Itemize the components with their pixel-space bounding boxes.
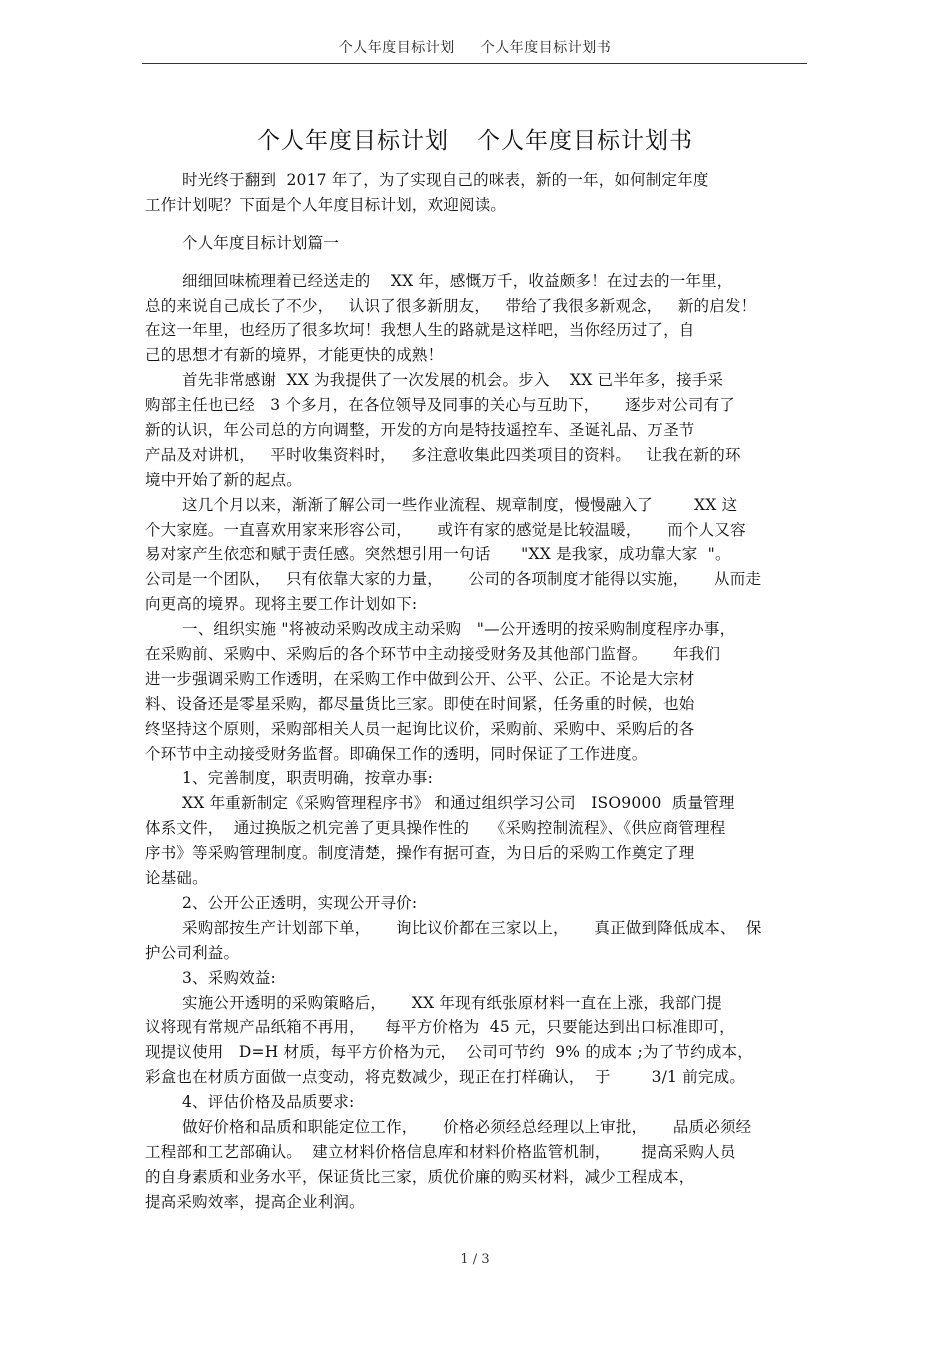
text-line: 2、公开公正透明，实现公开寻价: — [182, 893, 418, 912]
text-line: 1、完善制度，职责明确，按章办事: — [182, 769, 433, 788]
text-line: 在这一年里，也经历了很多坎坷！我想人生的路就是这样吧，当你经历过了，自 — [145, 321, 695, 340]
text-line: 采购部按生产计划部下单， 询比议价都在三家以上， 真正做到降低成本、 保 — [182, 918, 762, 937]
document-body — [145, 168, 810, 1215]
text-line: 易对家产生依恋和赋于责任感。突然想引用一句话 "XX 是我家，成功靠大家 "。 — [145, 545, 731, 564]
text-line: 购部主任也已经 3 个多月，在各位领导及同事的关心与互助下， 逐步对公司有了 — [145, 396, 736, 415]
text-line: 首先非常感谢 XX 为我提供了一次发展的机会。步入 XX 已半年多，接手采 — [182, 371, 724, 390]
text-line: 现提议使用 D=H 材质，每平方价格为元， 公司可节约 9% 的成本 ;为了节约成本， — [145, 1043, 753, 1062]
text-line: 护公司利益。 — [145, 943, 240, 962]
text-line: 3、采购效益: — [182, 968, 276, 987]
text-line: 公司是一个团队， 只有依靠大家的力量， 公司的各项制度才能得以实施， 从而走 — [145, 570, 762, 589]
text-line: 工作计划呢？下面是个人年度目标计划，欢迎阅读。 — [145, 195, 507, 214]
text-line: 料、设备还是零星采购，都尽量货比三家。即使在时间紧，任务重的时候，也始 — [145, 694, 695, 713]
text-line: 产品及对讲机， 平时收集资料时， 多注意收集此四类项目的资料。 让我在新的环 — [145, 445, 741, 464]
text-line: 己的思想才有新的境界，才能更快的成熟！ — [145, 346, 444, 365]
header-divider — [142, 63, 807, 64]
text-line: 这几个月以来，渐渐了解公司一些作业流程、规章制度，慢慢融入了 XX 这 — [182, 495, 738, 514]
text-line: 进一步强调采购工作透明，在采购工作中做到公开、公平、公正。不论是大宗材 — [145, 669, 695, 688]
text-line: XX 年重新制定《采购管理程序书》 和通过组织学习公司 ISO9000 质量管理 — [182, 794, 735, 813]
text-line: 提高采购效率，提高企业利润。 — [145, 1192, 365, 1211]
text-line: 时光终于翻到 2017 年了，为了实现自己的咪表，新的一年，如何制定年度 — [182, 171, 709, 189]
text-line: 一、组织实施 "将被动采购改成主动采购 "—公开透明的按采购制度程序办事， — [182, 620, 736, 639]
text-line: 做好价格和品质和职能定位工作， 价格必须经总经理以上审批， 品质必须经 — [182, 1117, 752, 1136]
text-line: 4、评估价格及品质要求: — [182, 1093, 355, 1112]
text-line: 在采购前、采购中、采购后的各个环节中主动接受财务及其他部门监督。 年我们 — [145, 645, 721, 664]
text-line: 的自身素质和业务水平，保证货比三家，质优价廉的购买材料，减少工程成本， — [145, 1167, 695, 1186]
text-line: 向更高的境界。现将主要工作计划如下: — [145, 595, 418, 614]
text-line: 境中开始了新的起点。 — [145, 470, 303, 489]
text-line: 终坚持这个原则，采购部相关人员一起询比议价，采购前、采购中、采购后的各 — [145, 719, 695, 738]
running-header-left: 个人年度目标计划 — [338, 40, 455, 56]
text-line: 新的认识，年公司总的方向调整，开发的方向是特技遥控车、圣诞礼品、万圣节 — [145, 421, 695, 440]
text-line: 实施公开透明的采购策略后， XX 年现有纸张原材料一直在上涨，我部门提 — [182, 993, 722, 1012]
document-title — [0, 125, 950, 157]
text-line: 彩盒也在材质方面做一点变动，将克数减少，现正在打样确认， 于 3/1 前完成。 — [145, 1068, 746, 1087]
running-header-right: 个人年度目标计划书 — [480, 40, 612, 56]
text-line: 论基础。 — [145, 869, 208, 888]
page-number: 1 / 3 — [460, 1252, 490, 1267]
text-line: 个环节中主动接受财务监督。即确保工作的透明，同时保证了工作进度。 — [145, 744, 648, 763]
text-line: 个大家庭。一直喜欢用家来形容公司， 或许有家的感觉是比较温暖， 而个人又容 — [145, 520, 746, 539]
title-sub: 个人年度目标计划书 — [477, 128, 693, 154]
text-line: 序书》等采购管理制度。制度清楚，操作有据可查，为日后的采购工作奠定了理 — [145, 844, 695, 863]
text-line: 议将现有常规产品纸箱不再用， 每平方价格为 45 元，只要能达到出口标准即可， — [145, 1018, 735, 1037]
text-line: 个人年度目标计划篇一 — [182, 233, 340, 252]
text-line: 体系文件， 通过换版之机完善了更具操作性的 《采购控制流程》、《供应商管理程 — [145, 819, 726, 838]
running-header — [0, 38, 950, 58]
text-line: 细细回味梳理着已经送走的 XX 年，感慨万千，收益颇多！在过去的一年里， — [182, 271, 733, 290]
text-line: 工程部和工艺部确认。 建立材料价格信息库和材料价格监管机制， 提高采购人员 — [145, 1142, 736, 1161]
title-main: 个人年度目标计划 — [257, 128, 449, 154]
text-line: 总的来说自己成长了不少， 认识了很多新朋友， 带给了我很多新观念， 新的启发！ — [145, 296, 757, 315]
